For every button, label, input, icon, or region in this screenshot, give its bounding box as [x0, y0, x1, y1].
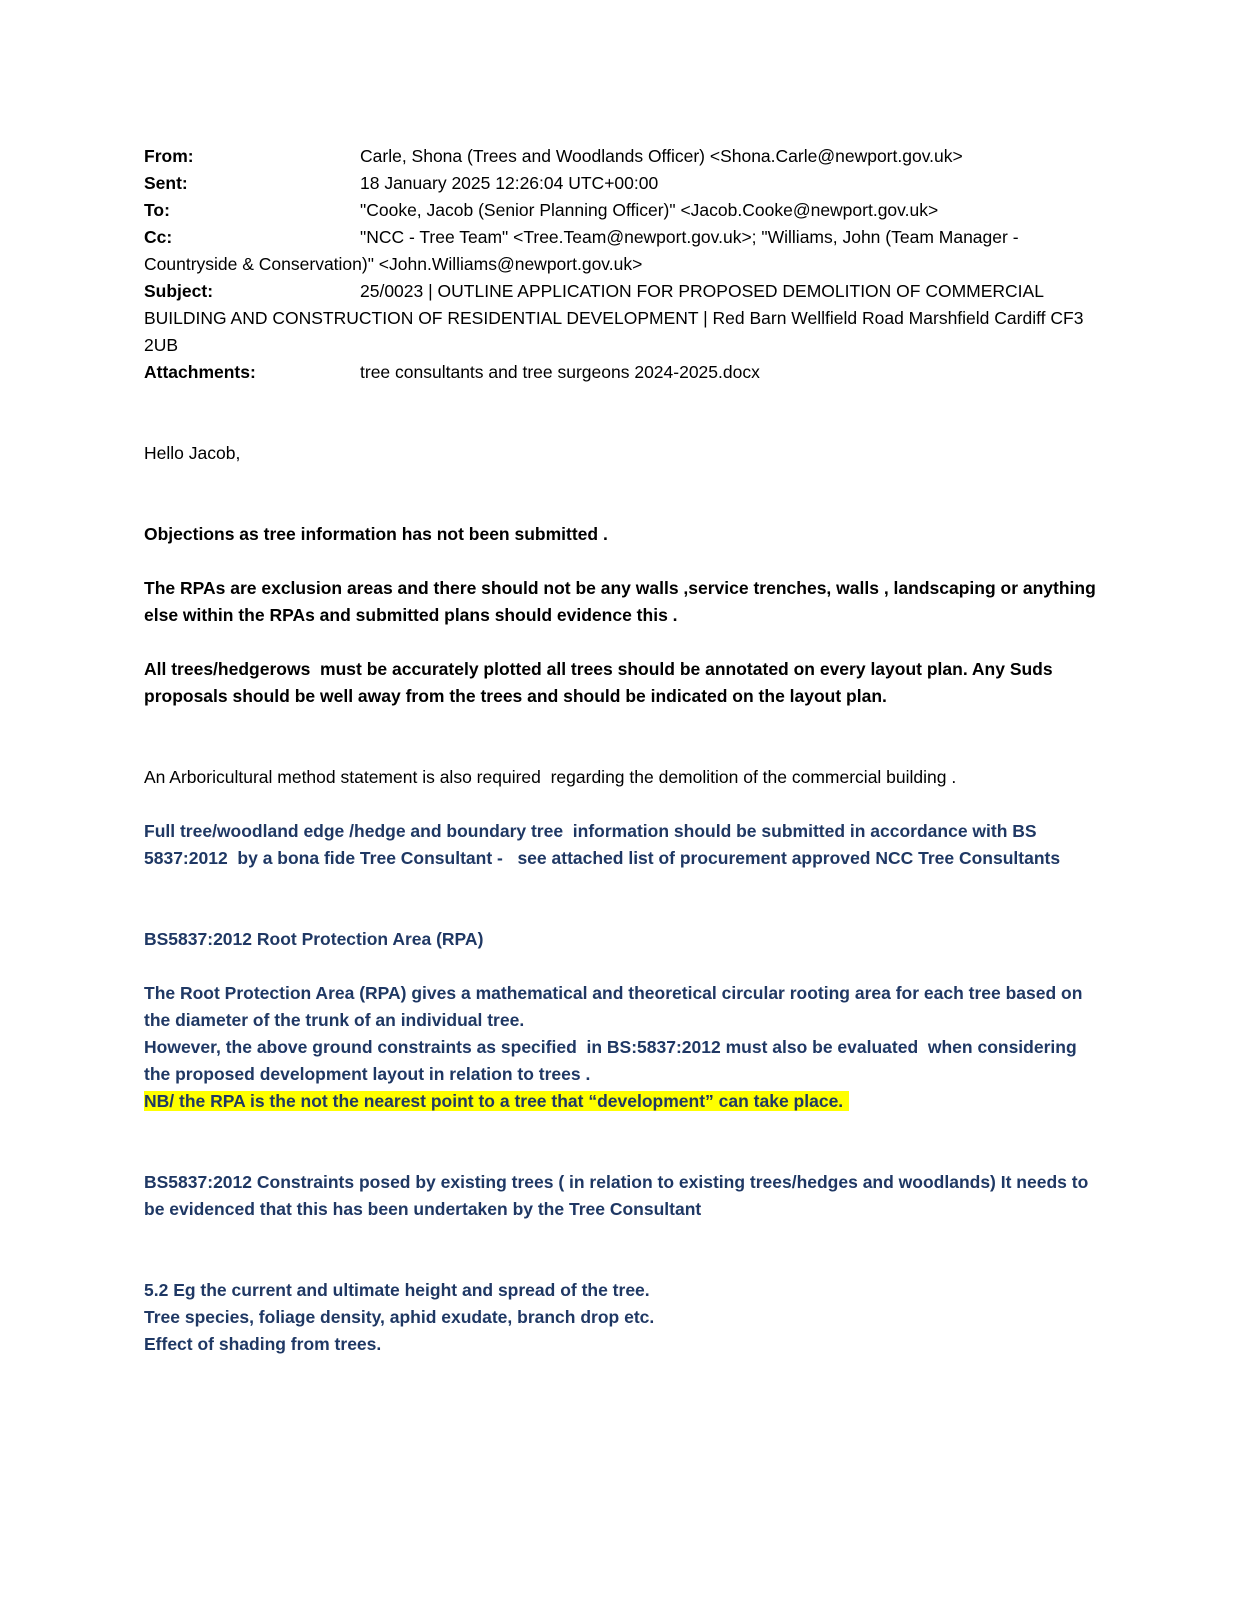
paragraph-52-shading: Effect of shading from trees.: [144, 1334, 382, 1354]
paragraph-rpa-nb-note: [144, 1088, 1096, 1115]
header-row-subject: [144, 278, 1096, 359]
header-row-sent: [144, 170, 1096, 197]
email-header-block: [144, 143, 1096, 386]
header-label-sent: Sent:: [144, 173, 188, 193]
paragraph-52-species: Tree species, foliage density, aphid exudate, branch drop etc.: [144, 1307, 655, 1327]
header-row-cc: [144, 224, 1096, 278]
header-label-subject: Subject:: [144, 281, 214, 301]
header-value-subject: 25/0023 | OUTLINE APPLICATION FOR PROPOSED DEMOLITION OF COMMERCIAL BUILDING AND CONSTRUCTION OF RESIDENTIAL DEVELOPMENT | Red Barn Wellfield Road Marshfield Cardiff CF3 2UB: [144, 281, 1089, 355]
header-label-to: To:: [144, 200, 170, 220]
email-body: [144, 440, 1101, 1358]
header-row-from: [144, 143, 1096, 170]
paragraph-rpa-definition: The Root Protection Area (RPA) gives a mathematical and theoretical circular rooting area for each tree based on the diameter of the trunk of an individual tree.: [144, 983, 1088, 1030]
paragraph-rpa-constraints: However, the above ground constraints as specified in BS:5837:2012 must also be evaluated when considering the proposed development layout in relation to trees .: [144, 1037, 1082, 1084]
header-label-attachments: Attachments:: [144, 362, 256, 382]
paragraph-arboricultural: An Arboricultural method statement is also required regarding the demolition of the commercial building .: [144, 767, 957, 787]
paragraph-full-tree-info: Full tree/woodland edge /hedge and boundary tree information should be submitted in accordance with BS 5837:2012 by a bona fide Tree Consultant - see attached list of procurement approved NCC Tree Consultants: [144, 821, 1061, 868]
header-value-attachments: tree consultants and tree surgeons 2024-2025.docx: [360, 362, 760, 382]
header-row-to: [144, 197, 1096, 224]
header-row-attachments: [144, 359, 1096, 386]
greeting: Hello Jacob,: [144, 443, 241, 463]
paragraph-52-height-spread: 5.2 Eg the current and ultimate height and spread of the tree.: [144, 1280, 650, 1300]
header-value-sent: 18 January 2025 12:26:04 UTC+00:00: [360, 173, 659, 193]
paragraph-trees-plotted: All trees/hedgerows must be accurately plotted all trees should be annotated on every layout plan. Any Suds proposals should be well away from the trees and should be indicated on the layout plan.: [144, 659, 1058, 706]
heading-constraints: BS5837:2012 Constraints posed by existing trees ( in relation to existing trees/hedges and woodlands) It needs to be evidenced that this has been undertaken by the Tree Consultant: [144, 1172, 1094, 1219]
paragraph-objections: Objections as tree information has not been submitted .: [144, 524, 608, 544]
header-label-from: From:: [144, 146, 194, 166]
header-label-cc: Cc:: [144, 227, 173, 247]
heading-rpa: BS5837:2012 Root Protection Area (RPA): [144, 929, 484, 949]
header-value-to: "Cooke, Jacob (Senior Planning Officer)" <Jacob.Cooke@newport.gov.uk>: [360, 200, 939, 220]
header-value-cc: "NCC - Tree Team" <Tree.Team@newport.gov.uk>; "Williams, John (Team Manager - Countryside & Conservation)" <John.Williams@newport.gov.uk>: [144, 227, 1024, 274]
header-value-from: Carle, Shona (Trees and Woodlands Officer) <Shona.Carle@newport.gov.uk>: [360, 146, 963, 166]
paragraph-rpas-exclusion: The RPAs are exclusion areas and there should not be any walls ,service trenches, walls , landscaping or anything else within the RPAs and submitted plans should evidence this .: [144, 578, 1101, 625]
highlighted-text: NB/ the RPA is the not the nearest point to a tree that “development” can take place.: [144, 1091, 849, 1111]
